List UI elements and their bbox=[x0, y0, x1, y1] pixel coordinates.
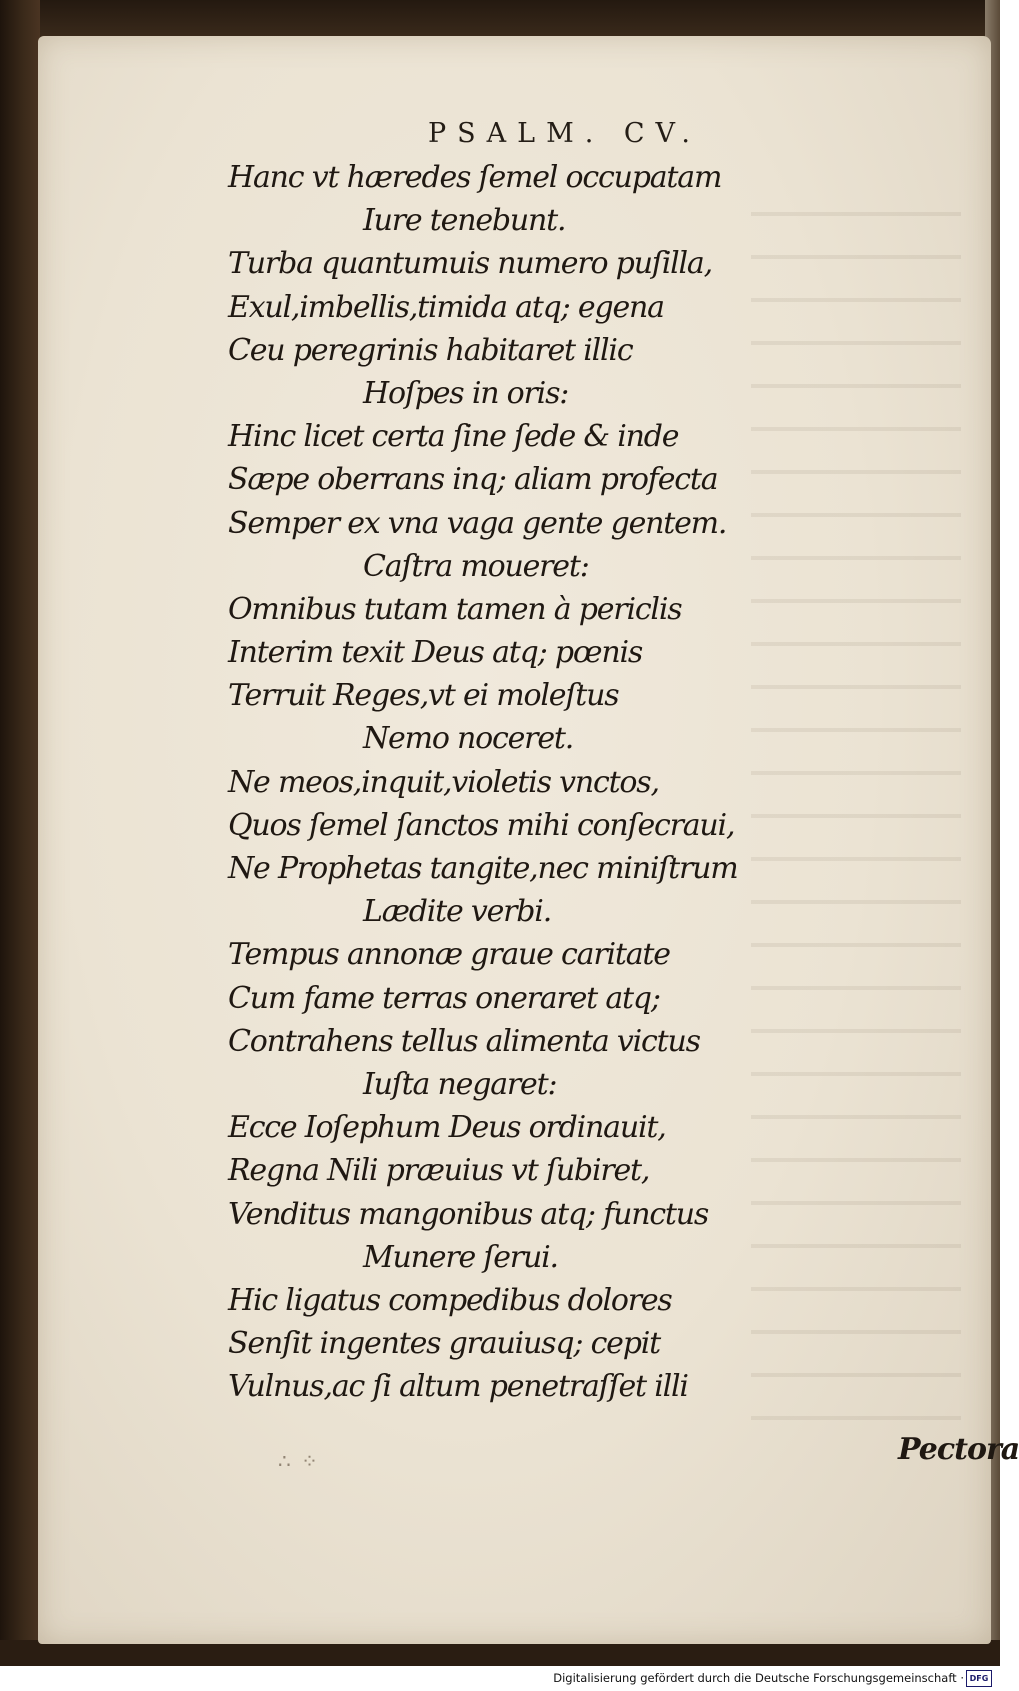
verse-line: Hanc vt hæredes ſemel occupatam bbox=[228, 160, 722, 195]
verse-line: Terruit Reges,vt ei moleſtus bbox=[228, 678, 619, 714]
verse-line: Ecce Ioſephum Deus ordinauit, bbox=[228, 1110, 666, 1146]
verse-line: Quos ſemel ſanctos mihi conſecraui, bbox=[228, 807, 735, 843]
verse-line: Hinc licet certa ſine ſede & inde bbox=[228, 419, 679, 455]
verse-line: Vulnus,ac ſi altum penetraſſet illi bbox=[228, 1369, 688, 1405]
catchword: Pectora bbox=[898, 1432, 1019, 1467]
verse-line: Cum fame terras oneraret atq; bbox=[228, 980, 660, 1016]
verse-line: Iure tenebunt. bbox=[363, 203, 566, 239]
verse-line: Tempus annonæ graue caritate bbox=[228, 937, 670, 973]
verse-line: Iuſta negaret: bbox=[363, 1066, 557, 1102]
verse-block bbox=[228, 156, 738, 1408]
verse-line: Venditus mangonibus atq; functus bbox=[228, 1196, 709, 1232]
verse-line: Lædite verbi. bbox=[363, 894, 552, 930]
verse-line: Interim texit Deus atq; pœnis bbox=[228, 635, 643, 671]
verse-line: Senſit ingentes grauiusq; cepit bbox=[228, 1326, 660, 1362]
verse-line: Semper ex vna vaga gente gentem. bbox=[228, 505, 727, 541]
funding-credit: Digitalisierung gefördert durch die Deutsche Forschungsgemeinschaft · bbox=[553, 1671, 964, 1685]
show-through-text bbox=[751, 186, 961, 1436]
verse-line: Omnibus tutam tamen à periclis bbox=[228, 591, 682, 627]
digitization-footer bbox=[0, 1666, 1000, 1691]
verse-line: Exul,imbellis,timida atq; egena bbox=[228, 289, 664, 325]
verse-line: Ceu peregrinis habitaret illic bbox=[228, 332, 633, 368]
book-page bbox=[38, 36, 1019, 1644]
verse-line: Nemo noceret. bbox=[363, 721, 574, 757]
verse-line: Ne Prophetas tangite,nec miniſtrum bbox=[228, 851, 738, 886]
running-head: PSALM. CV. bbox=[428, 118, 701, 149]
verse-line: Hoſpes in oris: bbox=[363, 375, 569, 411]
verse-line: Munere ſerui. bbox=[363, 1239, 558, 1275]
verse-line: Turba quantumuis numero puſilla, bbox=[228, 246, 712, 282]
verse-line: Contrahens tellus alimenta victus bbox=[228, 1023, 700, 1059]
binding-edge-top bbox=[0, 0, 1000, 38]
verse-line: Hic ligatus compedibus dolores bbox=[228, 1282, 672, 1318]
verse-line: Caſtra moueret: bbox=[363, 548, 589, 584]
binding-edge-left bbox=[0, 0, 40, 1666]
verse-line: Ne meos,inquit,violetis vnctos, bbox=[228, 764, 659, 800]
verse-line: Regna Nili præuius vt ſubiret, bbox=[228, 1153, 650, 1189]
verse-line: Sæpe oberrans inq; aliam profecta bbox=[228, 462, 718, 498]
dfg-logo: DFG bbox=[966, 1670, 992, 1687]
signature-mark: ∴ ⁘ bbox=[278, 1449, 320, 1473]
